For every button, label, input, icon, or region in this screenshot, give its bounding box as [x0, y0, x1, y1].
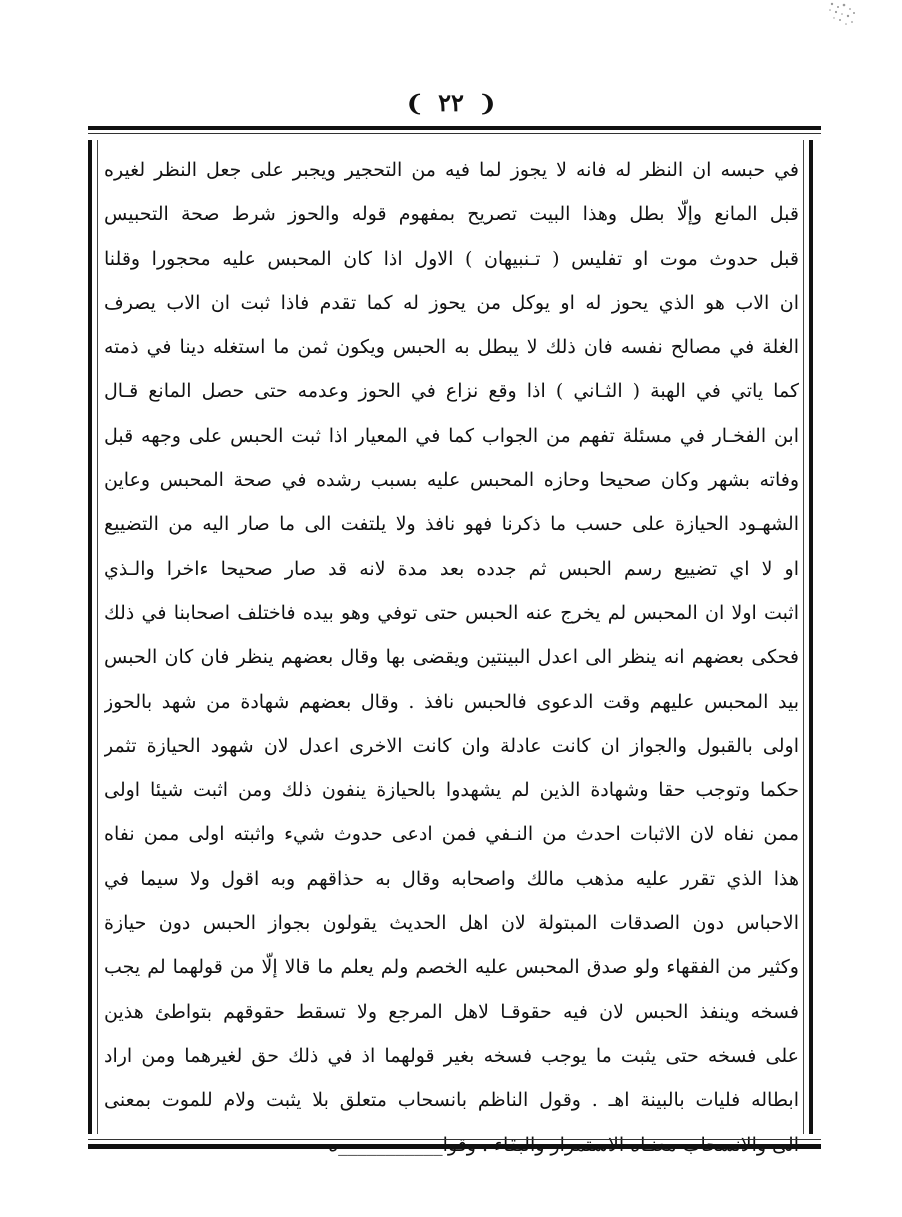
text-line: او لا اي تضييع رسم الحبس ثم جدده بعد مدة لانه قد صار صحيحا ءاخرا والـذي — [104, 557, 799, 580]
text-line: قبل المانع وإلّا بطل وهذا البيت تصريح بمفهوم قوله والحوز شرط صحة التحبيس — [104, 203, 799, 226]
text-line: هذا الذي تقرر عليه مذهب مالك واصحابه وقال به حذاقهم وبه اقول ولا سيما في — [104, 867, 799, 890]
text-line: الشهـود الحيازة على حسب ما ذكرنا فهو نافذ ولا يلتفت الى ما صار اليه من التضييع — [104, 513, 799, 536]
ornament-left-bracket: ❩ — [405, 91, 424, 117]
text-line: الاحباس دون الصدقات المبتولة لان اهل الحديث يقولون بجواز الحبس دون حيازة — [104, 912, 799, 935]
bottom-rule-thin — [88, 1139, 821, 1140]
text-line: ابن الفخـار في مسئلة تفهم من الجواب كما في المعيار اذا ثبت الحبس على وجهه قبل — [104, 424, 799, 447]
top-rule-thick — [88, 126, 821, 130]
text-line: ممن نفاه لان الاثبات احدث من النـفي فمن ادعى حدوث شيء واثبته اولى ممن نفاه — [104, 823, 799, 846]
text-line: ان الاب هو الذي يحوز له او يوكل من يحوز له كما تقدم فاذا ثبت ان الاب يصرف — [104, 291, 799, 314]
page-number-value: ٢٢ — [438, 88, 464, 117]
bottom-rule-thick — [88, 1144, 821, 1149]
ornament-right-bracket: ❨ — [478, 91, 497, 117]
text-line: في حبسه ان النظر له فانه لا يجوز لما فيه من التحجير ويجبر على جعل النظر لغيره — [104, 159, 799, 181]
scan-speck-decoration — [792, 0, 862, 36]
text-line: وفاته بشهر وكان صحيحا وحازه المحبس عليه بسبب رشده في صحة المحبس وعاين — [104, 469, 799, 492]
text-line: وكثير من الفقهاء ولو صدق المحبس عليه الخصم ولم يعلم ما قالا إلّا من قولهما لم يجب — [104, 956, 799, 979]
text-line: فسخه وينفذ الحبس لان فيه حقوقـا لاهل المرجع ولا تسقط حقوقهم بتواطئ هذين — [104, 1000, 799, 1023]
text-line: كما ياتي في الهبة ( الثـاني ) اذا وقع نزاع في الحوز وعدمه حتى حصل المانع قـال — [104, 380, 799, 403]
text-line: حكما وتوجب حقا وشهادة الذين لم يشهدوا بالحيازة ينفون ذلك ومن اثبت شيئا اولى — [104, 779, 799, 802]
body-text — [104, 148, 799, 1167]
text-line: اولى بالقبول والجواز ان كانت عادلة وان كانت الاخرى اعدل لان شهود الحيازة تثمر — [104, 734, 799, 757]
text-line: الغلة في مصالح نفسه فان ذلك لا يبطل به الحبس ويكون ثمن ما استغله دينا في ذمته — [104, 336, 799, 359]
text-line: ابطاله فليات بالبينة اهـ . وقول الناظم بانسحاب متعلق بلا يثبت ولام للموت بمعنى — [104, 1089, 799, 1112]
text-line: اثبت اولا ان المحبس لم يخرج عنه الحبس حتى توفي وهو بيده فاختلف اصحابنا في ذلك — [104, 601, 799, 624]
text-line: قبل حدوث موت او تفليس ( تـنبيهان ) الاول اذا كان المحبس عليه محجورا وقلنا — [104, 247, 799, 270]
top-rule-thin — [88, 133, 821, 134]
text-line: بيد المحبس عليهم وقت الدعوى فالحبس نافذ . وقال بعضهم شهادة من شهد بالحوز — [104, 690, 799, 713]
page-number — [0, 88, 902, 117]
text-line: على فسخه حتى يثبت ما يوجب فسخه بغير قولهما اذ في ذلك حق لغيرهما ومن اراد — [104, 1044, 799, 1067]
text-line: فحكى بعضهم انه ينظر الى اعدل البينتين ويقضى بها وقال بعضهم ينظر فان كان الحبس — [104, 646, 799, 669]
